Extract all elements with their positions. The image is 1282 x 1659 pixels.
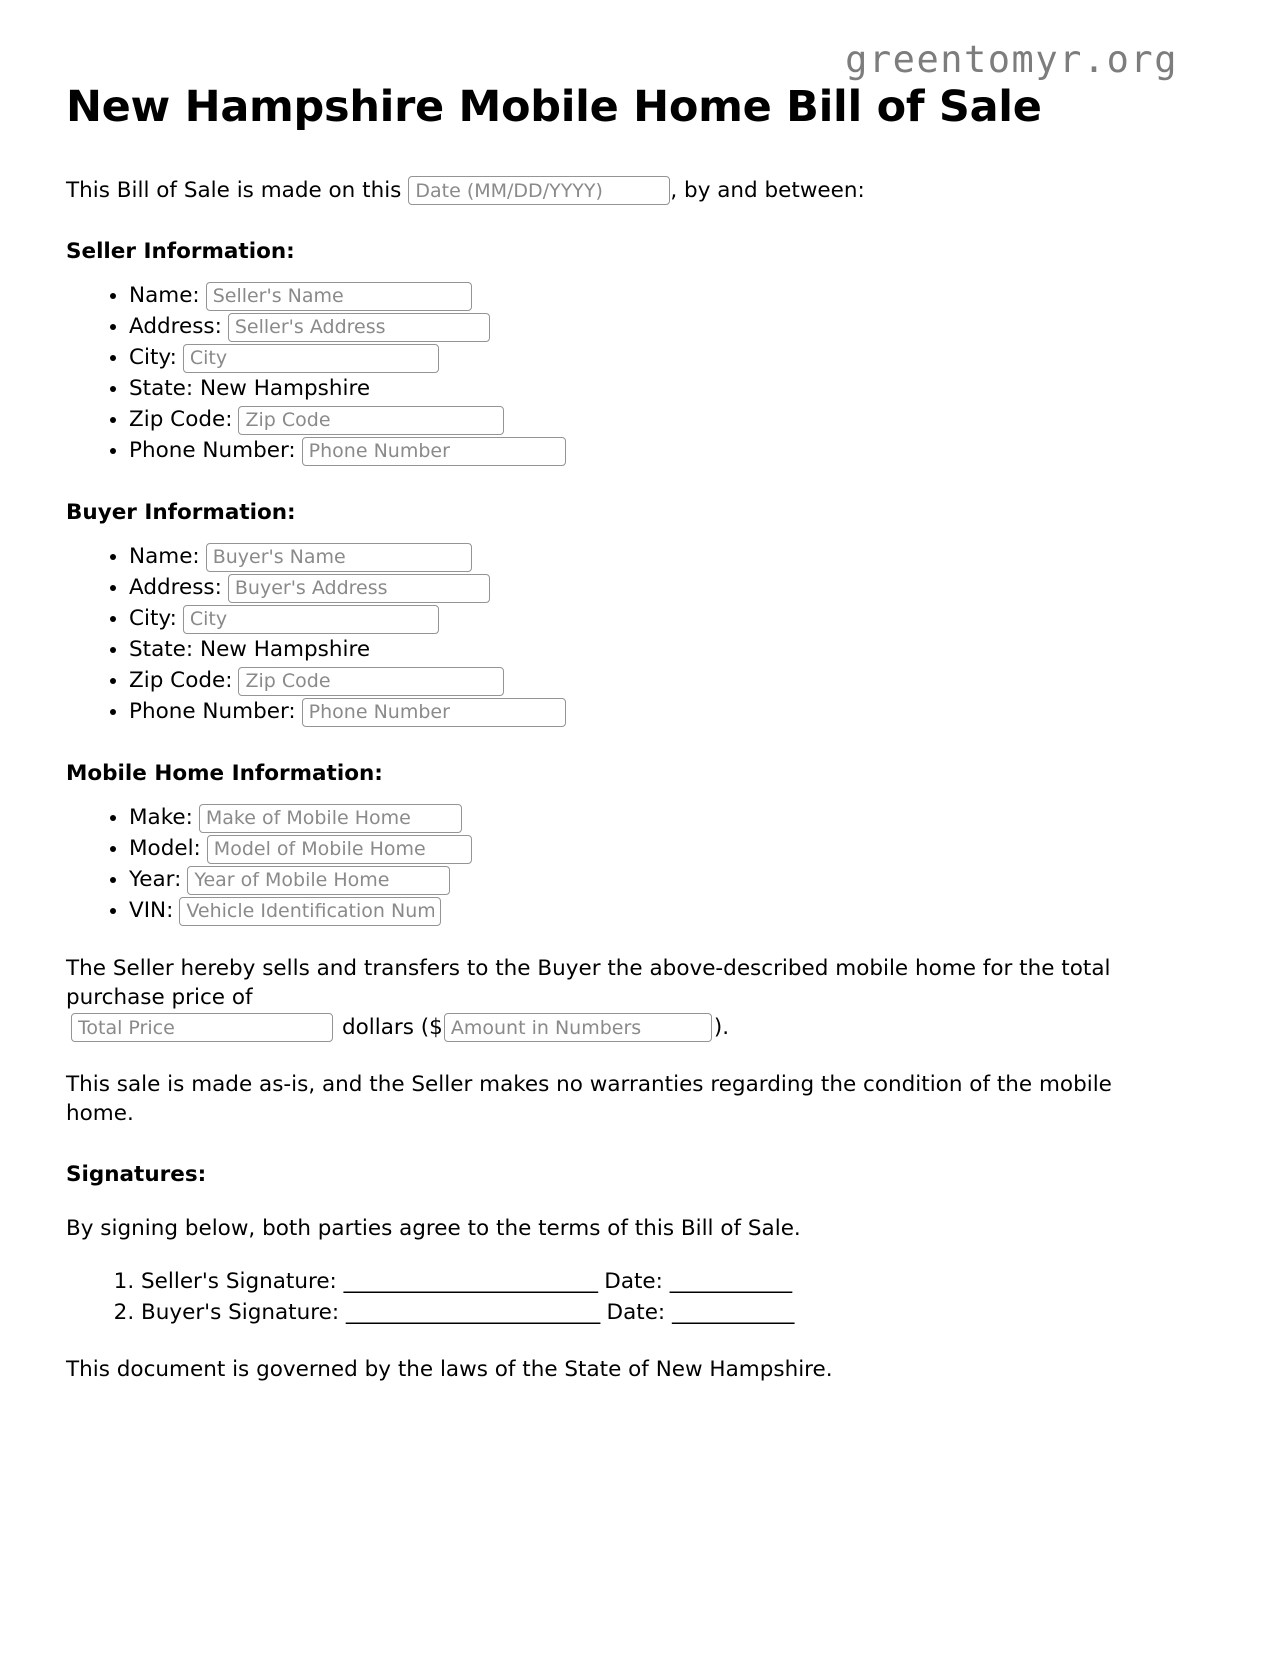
price-paragraph [66,954,1182,1043]
list-item [129,896,1182,927]
site-watermark: greentomyr.org [845,38,1178,81]
seller-name-label: • Name: [129,282,200,308]
seller-state-static: • State: New Hampshire [129,375,371,401]
list-item [129,573,1182,604]
buyer-date-label: Date: [606,1299,666,1325]
seller-zip-input[interactable] [238,406,504,435]
list-item [129,697,1182,728]
list-item [129,604,1182,635]
year-label: • Year: [129,866,182,892]
buyer-field-list [66,542,1182,728]
seller-phone-label: • Phone Number: [129,437,296,463]
signature-list [66,1266,1182,1328]
intro-sentence [66,176,1182,206]
buyer-name-label: • Name: [129,543,200,569]
vin-input[interactable] [179,897,441,926]
date-input[interactable] [408,176,670,205]
model-input[interactable] [207,835,472,864]
seller-field-list [66,281,1182,467]
buyer-address-label: • Address: [129,574,222,600]
list-item [141,1297,1182,1328]
seller-signature-line[interactable]: _________________________ [343,1268,598,1294]
buyer-date-line[interactable]: ____________ [672,1299,794,1325]
list-item [141,1266,1182,1297]
price-text-part3: ). [713,1015,730,1040]
list-item [129,803,1182,834]
list-item [129,542,1182,573]
buyer-state-static: • State: New Hampshire [129,636,371,662]
buyer-signature-label: Buyer's Signature: [141,1299,340,1325]
seller-phone-input[interactable] [302,437,566,466]
signatures-heading: Signatures: [66,1161,207,1187]
buyer-city-input[interactable] [183,605,439,634]
buyer-section-heading: Buyer Information: [66,499,296,525]
buyer-name-input[interactable] [206,543,472,572]
amount-in-numbers-input[interactable] [444,1013,712,1042]
vin-label: • VIN: [129,897,174,923]
seller-date-label: Date: [604,1268,663,1294]
seller-section-heading: Seller Information: [66,238,295,264]
seller-signature-label: Seller's Signature: [141,1268,337,1294]
seller-city-input[interactable] [183,344,439,373]
list-item [129,281,1182,312]
year-input[interactable] [187,866,450,895]
signatures-intro: By signing below, both parties agree to the terms of this Bill of Sale. [66,1215,801,1241]
buyer-phone-label: • Phone Number: [129,698,296,724]
buyer-zip-input[interactable] [238,667,504,696]
list-item [129,312,1182,343]
mobile-home-field-list [66,803,1182,927]
price-text-part2: dollars ($ [342,1015,443,1040]
seller-address-input[interactable] [228,313,490,342]
intro-text-before: This Bill of Sale is made on this [66,178,402,204]
buyer-signature-line[interactable]: _________________________ [345,1299,600,1325]
list-item [129,666,1182,697]
buyer-zip-label: • Zip Code: [129,667,233,693]
list-item [129,635,1182,666]
intro-text-after: , by and between: [670,178,865,204]
mobile-home-section-heading: Mobile Home Information: [66,760,383,786]
seller-name-input[interactable] [206,282,472,311]
list-item [129,343,1182,374]
model-label: • Model: [129,835,201,861]
seller-city-label: • City: [129,344,177,370]
seller-address-label: • Address: [129,313,222,339]
as-is-paragraph: This sale is made as-is, and the Seller makes no warranties regarding the condition of the mobile home. [66,1071,1112,1127]
total-price-input[interactable] [71,1013,333,1042]
seller-date-line[interactable]: ____________ [669,1268,792,1294]
list-item [129,436,1182,467]
make-input[interactable] [199,804,462,833]
list-item [129,834,1182,865]
buyer-phone-input[interactable] [302,698,566,727]
list-item [129,865,1182,896]
buyer-address-input[interactable] [228,574,490,603]
buyer-city-label: • City: [129,605,177,631]
seller-zip-label: • Zip Code: [129,406,233,432]
price-text-part1: The Seller hereby sells and transfers to the Buyer the above-described mobile home for the total purchase price of [66,955,1111,1011]
list-item [129,405,1182,436]
governing-law-text: This document is governed by the laws of the State of New Hampshire. [66,1356,833,1382]
page-title: New Hampshire Mobile Home Bill of Sale [66,82,1042,132]
list-item [129,374,1182,405]
make-label: • Make: [129,804,193,830]
